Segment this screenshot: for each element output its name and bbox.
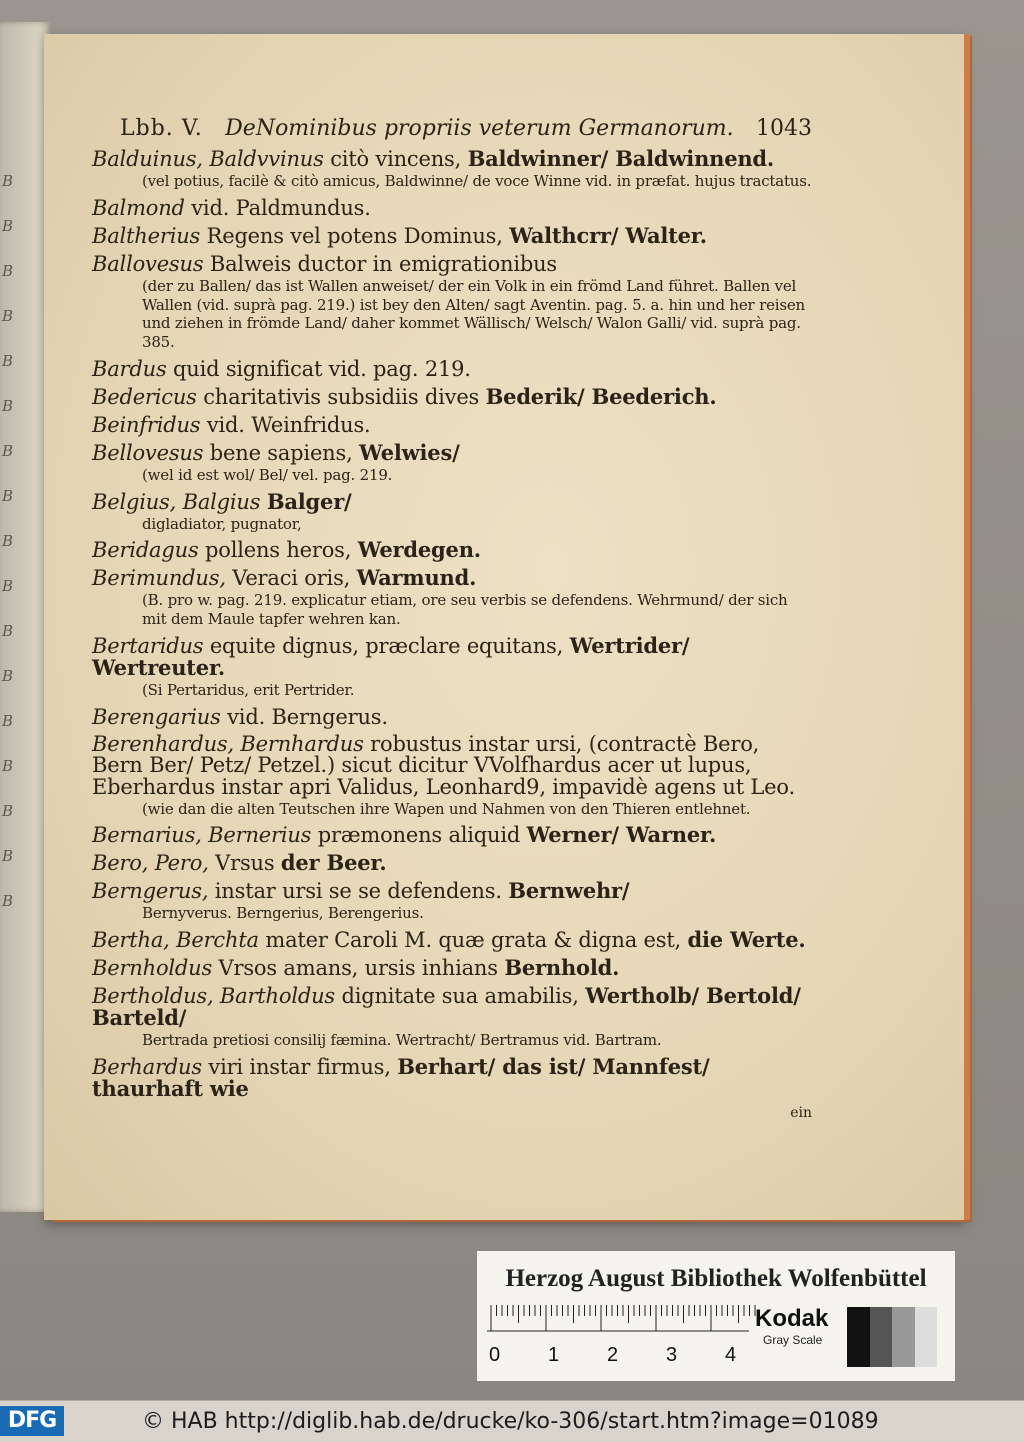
entry-text: citò vincens, [323, 147, 468, 171]
entry-german-form: Werdegen. [357, 537, 481, 563]
previous-page-letter: B [2, 532, 14, 550]
entry [92, 383, 812, 409]
entry-list [92, 148, 812, 1100]
entry-headword: Bardus [92, 356, 167, 381]
entry-text: præmonens aliquid [311, 823, 527, 848]
entry-gloss: (B. pro w. pag. 219. explicatur etiam, ore seu verbis se defendens. Wehrmund/ der sich mit dem Maule tapfer wehren kan. [142, 591, 788, 628]
entry [92, 253, 812, 352]
previous-page-letter: B [2, 757, 14, 775]
entry-german-form: Berhart/ das ist/ Mannfest/ thaurhaft wie [92, 1053, 710, 1101]
entry [92, 731, 812, 819]
entry [92, 197, 812, 219]
library-color-card [476, 1250, 956, 1382]
previous-page-letter: B [2, 397, 14, 415]
ruler-number: 0 [489, 1344, 501, 1366]
entry [92, 488, 812, 534]
entry-german-form: der Beer. [280, 850, 387, 876]
previous-page-letter: B [2, 577, 14, 595]
entry-text: mater Caroli M. quæ grata & digna est, [258, 928, 688, 952]
dfg-logo: DFG [0, 1406, 64, 1436]
entry [92, 439, 812, 485]
entry-german-form: Warmund. [356, 565, 477, 591]
previous-page-letter: B [2, 622, 14, 640]
entry [92, 632, 812, 700]
previous-page-letter: B [2, 217, 14, 235]
entry-text: Balweis ductor in emigrationibus [203, 251, 558, 276]
book-page [44, 34, 964, 1220]
entry-headword: Berhardus [92, 1054, 202, 1079]
entry [92, 414, 812, 436]
previous-page-letter: B [2, 307, 14, 325]
entry-headword: Baltherius [92, 223, 201, 248]
entry-german-form: Bernhold. [504, 955, 620, 980]
entry-headword: Bedericus [92, 384, 197, 409]
previous-page-letter: B [2, 802, 14, 820]
ruler [487, 1301, 757, 1371]
previous-page-letter: B [2, 262, 14, 280]
library-name: Herzog August Bibliothek Wolfenbüttel [505, 1265, 927, 1292]
previous-page-letters [2, 172, 42, 937]
entry-text: Vrsos amans, ursis inhians [212, 956, 505, 980]
entry-text: vid. Paldmundus. [184, 195, 371, 220]
entry-gloss: (wie dan die alten Teutschen ihre Wapen und Nahmen von den Thieren entlehnet. [142, 799, 751, 818]
entry-text: vid. Berngerus. [220, 704, 388, 729]
ruler-number: 4 [725, 1344, 737, 1366]
entry-text: bene sapiens, [203, 440, 360, 465]
entry [92, 957, 812, 979]
entry-gloss: (wel id est wol/ Bel/ vel. pag. 219. [142, 465, 393, 484]
running-head [120, 118, 812, 140]
entry [92, 148, 812, 191]
footer-bar [0, 1400, 1024, 1442]
entry-headword: Bertaridus [92, 633, 204, 658]
entry-german-form: Welwies/ [359, 439, 460, 465]
running-head-left: Lbb. V. [120, 116, 203, 141]
entry-gloss: (Si Pertaridus, erit Pertrider. [142, 680, 355, 699]
entry [92, 1053, 812, 1101]
entry-headword: Belgius, Balgius [92, 489, 261, 514]
entry [92, 985, 812, 1050]
entry-headword: Beridagus [92, 538, 199, 563]
ruler-number: 2 [607, 1344, 619, 1366]
entry-text: Vrsus [208, 851, 281, 876]
entry-text: instar ursi se se defendens. [208, 879, 509, 904]
entry-text: quid significat vid. pag. 219. [166, 356, 471, 381]
gray-scale-patches [847, 1307, 937, 1367]
entry-gloss: digladiator, pugnator, [142, 514, 302, 533]
entry-headword: Berngerus, [92, 879, 209, 904]
catchword: ein [790, 1104, 812, 1121]
entry-headword: Berimundus, [92, 566, 226, 591]
entry-text: equite dignus, præclare equitans, [203, 633, 570, 658]
entry [92, 567, 812, 629]
entry-german-form: Wertholb/ Bertold/ Barteld/ [92, 983, 801, 1030]
entry-german-form: Baldwinner/ Baldwinnend. [467, 146, 775, 171]
entry-headword: Bernholdus [92, 956, 213, 980]
copyright-url[interactable]: © HAB http://diglib.hab.de/drucke/ko-306/start.htm?image=01089 [142, 1409, 879, 1434]
previous-page-letter: B [2, 847, 14, 865]
entry-text: pollens heros, [198, 538, 358, 563]
ruler-number: 1 [548, 1344, 560, 1366]
entry-gloss: Bernyverus. Berngerius, Berengerius. [142, 904, 424, 923]
previous-page-edge [0, 22, 50, 1212]
entry [92, 929, 812, 951]
previous-page-letter: B [2, 487, 14, 505]
running-head-title: DeNominibus propriis veterum Germanorum. [225, 116, 734, 141]
entry [92, 824, 812, 846]
entry-gloss: (vel potius, facilè & citò amicus, Baldwinne/ de voce Winne vid. in præfat. hujus tractatus. [142, 172, 812, 190]
entry [92, 539, 812, 561]
entry-german-form: Bernwehr/ [508, 878, 630, 904]
entry-headword: Balmond [92, 195, 185, 220]
entry [92, 852, 812, 874]
entry [92, 358, 812, 380]
ruler-number: 3 [666, 1344, 678, 1366]
entry-german-form: Balger/ [266, 488, 352, 514]
entry-gloss: (der zu Ballen/ das ist Wallen anweiset/ der ein Volk in ein frömd Land führet. Ballen vel Wallen (vid. suprà pag. 219.) ist bey den Alten/ sagt Aventin. pag. 5. a. hin und her reisen und ziehen in frömde Land/ daher kommet Wällisch/ Welsch/ Walon Galli/ vid. suprà pag. 385. [142, 276, 805, 351]
entry [92, 880, 812, 923]
page-text [92, 116, 812, 1121]
entry-german-form: Bederik/ Beederich. [485, 383, 717, 409]
entry-text: Regens vel potens Dominus, [200, 223, 510, 248]
entry-headword: Beinfridus [92, 412, 201, 437]
entry-text: vid. Weinfridus. [200, 412, 371, 437]
kodak-logo: Kodak [755, 1305, 829, 1332]
entry-text: charitativis subsidiis dives [196, 384, 486, 409]
entry-gloss: Bertrada pretiosi consilij fæmina. Wertracht/ Bertramus vid. Bartram. [142, 1031, 662, 1049]
previous-page-letter: B [2, 892, 14, 910]
previous-page-letter: B [2, 352, 14, 370]
previous-page-letter: B [2, 172, 14, 190]
entry-german-form: die Werte. [687, 927, 806, 952]
entry-headword: Balduinus, Baldvvinus [92, 147, 324, 171]
entry [92, 706, 812, 728]
entry-headword: Bertha, Berchta [92, 928, 259, 952]
entry-headword: Berengarius [92, 704, 221, 729]
previous-page-letter: B [2, 667, 14, 685]
entry-text: robustus instar ursi, (contractè Bero, Bern Ber/ Petz/ Petzel.) sicut dicitur VVolfhardus acer ut lupus, Eberhardus instar apri Validus, Leonhard9, impavidè agens ut Leo. [92, 731, 795, 799]
entry-headword: Bernarius, Bernerius [92, 823, 312, 848]
entry-german-form: Walthcrr/ Walter. [509, 222, 707, 248]
entry-headword: Bertholdus, Bartholdus [92, 984, 335, 1008]
entry-headword: Bero, Pero, [92, 851, 209, 876]
entry-german-form: Wertrider/ Wertreuter. [92, 632, 690, 680]
entry-headword: Ballovesus [92, 251, 204, 276]
previous-page-letter: B [2, 442, 14, 460]
entry-text: Veraci oris, [225, 566, 357, 591]
previous-page-letter: B [2, 712, 14, 730]
entry-headword: Berenhardus, Bernhardus [92, 731, 364, 756]
entry-text: dignitate sua amabilis, [334, 984, 586, 1008]
page-number: 1043 [756, 116, 812, 141]
entry [92, 222, 812, 248]
entry-german-form: Werner/ Warner. [526, 822, 717, 848]
gray-scale-label: Gray Scale [763, 1333, 823, 1347]
entry-headword: Bellovesus [92, 440, 204, 465]
entry-text: viri instar firmus, [201, 1054, 398, 1079]
